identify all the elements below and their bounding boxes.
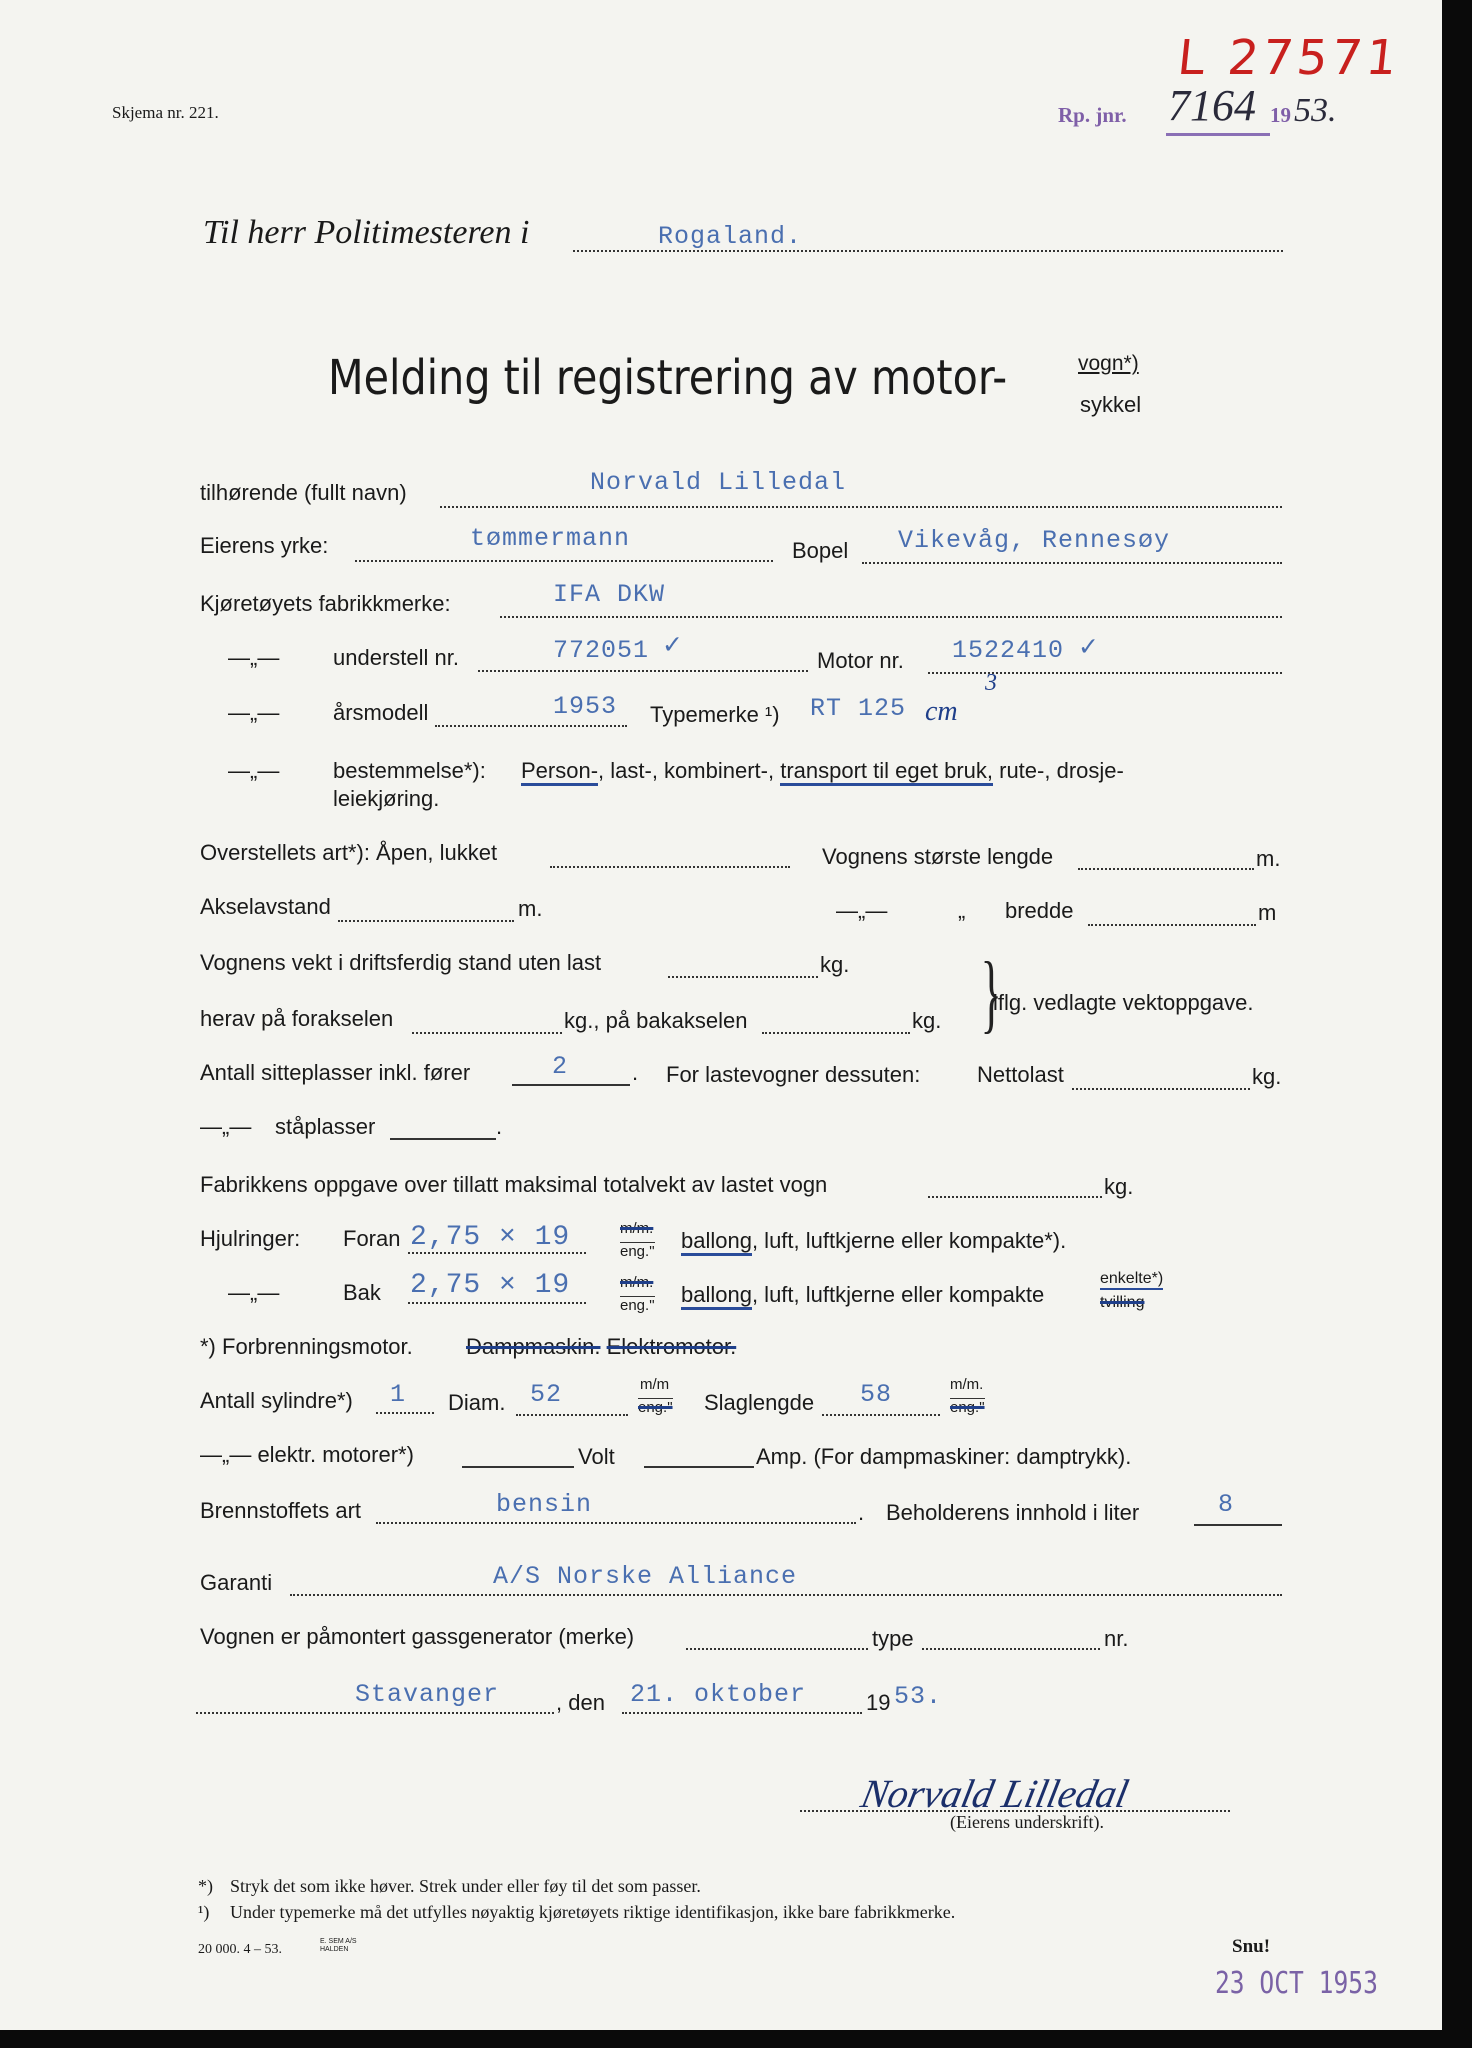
check-mark: ✓ [662, 630, 684, 659]
signature-den: , den [556, 1690, 605, 1715]
turn-over: Snu! [1232, 1936, 1271, 1957]
make-value: IFA DKW [553, 580, 666, 609]
journal-number: 7164 [1168, 81, 1256, 130]
motor-label: Motor nr. [817, 648, 904, 673]
guarantee-value: A/S Norske Alliance [493, 1562, 798, 1591]
brace: } [980, 945, 1002, 1042]
owner-signature: Norvald Lilledal [857, 1771, 1133, 1816]
fuel-label: Brennstoffets art [200, 1498, 362, 1523]
tyres-unit-mm: m/m. [620, 1220, 654, 1237]
body-label: Overstellets art*): Åpen, lukket [200, 840, 498, 865]
residence-value: Vikevåg, Rennesøy [898, 526, 1171, 555]
form-page: Skjema nr. 221. L 27571 Rp. jnr. 7164 19 53. Til herr Politimesteren i Rogaland. Melding til registrering av motor- vogn*) sykkel tilhørende (fullt navn) Norvald Lilledal Eierens yrke: tømmermann Bopel Vikevåg, Rennesøy Kjøretøyets fabrikkmerke: IFA DKW —„— understell nr. 772051 ✓ Motor nr. 1522410 ✓ —„— årsmodell 1953 Typemerke ¹) RT 125 cm 3 —„— bestemmelse*): Person-, last-, kombinert-, transport til eget bruk, rute-, drosje- leiekjøring. Overstellets art*): Åpen, lukket Vognens største lengde m. Akselavstand m. —„— „ bredde m Vognens vekt i driftsferdig stand uten last kg. } iflg. vedlagte vektoppgave. herav på forakselen kg., på bakakselen kg. Antall sitteplasser inkl. fører 2 . For lastevogner dessuten: Nettolast kg. —„— ståplasser . Fabrikkens oppgave over tillatt maksimal totalvekt av lastet vogn kg. Hjulringer: Foran 2,75 × 19 m/m. eng." ballong, luft, luftkjerne eller kompakte*). —„— Bak 2,75 × 19 m/m. eng." ballong, luft, luftkjerne eller kompakte enkelte*) tvilling *) Forbrenningsmotor. Dampmaskin. Elektromotor. Antall sylindre*) 1 Diam. 52 m/m eng." Slaglengde 58 m/m. eng." —„— elektr. motorer*) Volt Amp. (For dampmaskiner: damptrykk). Brennstoffets art bensin . Beholderens innhold i liter 8 Garanti A/S Norske Alliance Vognen er påmontert gassgenerator (merke) type nr. Stavanger , den 21. oktober 19 53. Norvald Lilledal (Eierens underskrift). *) Stryk det som ikke høver. Strek under eller føy til det som passer. ¹) Under typemerke må det utfylles nøyaktig kjøretøyets riktige identifikasjon, ikke bare fabrikkmerke. 20 000. 4 – 53. E. SEM A/S HALDEN Snu! 23 OCT 1953 [0, 0, 1442, 2030]
ditto-mark: —„— [200, 1114, 252, 1139]
tyres-ballong: ballong [681, 1282, 752, 1310]
journal-prefix: Rp. jnr. [1058, 103, 1127, 127]
purpose-person: Person- [521, 758, 598, 786]
netload-label: Nettolast [977, 1062, 1064, 1087]
ditto-mark: —„— [228, 645, 280, 670]
tyres-rear-value: 2,75 × 19 [410, 1270, 571, 1301]
tyres-label: Hjulringer: [200, 1226, 301, 1251]
engine-electric: Elektromotor. [606, 1334, 737, 1359]
year-label: årsmodell [333, 700, 429, 725]
ditto-mark: —„— [228, 1280, 280, 1305]
owner-name-label: tilhørende (fullt navn) [200, 480, 407, 505]
form-number: Skjema nr. 221. [112, 103, 219, 122]
netload-unit: kg. [1252, 1064, 1282, 1089]
volt-label: Volt [578, 1444, 615, 1469]
tyres-type-rest: , luft, luftkjerne eller kompakte*). [751, 1228, 1067, 1253]
tyres-unit-eng: eng." [620, 1297, 655, 1314]
length-unit: m. [1256, 846, 1281, 871]
weight-note: iflg. vedlagte vektoppgave. [993, 990, 1254, 1015]
stroke-unit-eng: eng." [950, 1399, 985, 1416]
stroke-label: Slaglengde [704, 1390, 815, 1415]
length-label: Vognens største lengde [822, 844, 1054, 869]
journal-year-prefix: 19 [1270, 103, 1291, 127]
signature-year-suffix: 53. [894, 1682, 943, 1711]
gasgen-type-label: type [872, 1626, 914, 1651]
addressee-value: Rogaland. [658, 222, 803, 251]
archive-number: L 27571 [1175, 30, 1404, 86]
tyres-unit-mm: m/m. [620, 1274, 654, 1291]
standing-label: ståplasser [275, 1114, 376, 1139]
check-mark: ✓ [1078, 632, 1100, 661]
occupation-value: tømmermann [470, 524, 631, 553]
signature-date: 21. oktober [630, 1680, 807, 1709]
footnote-1: Stryk det som ikke høver. Strek under eller føy til det som passer. [230, 1876, 701, 1896]
tank-label: Beholderens innhold i liter [886, 1500, 1140, 1525]
width-unit: m [1258, 900, 1277, 925]
width-label: bredde [1005, 898, 1074, 923]
ditto-mark: —„— [228, 758, 280, 783]
chassis-value: 772051 [553, 636, 650, 665]
make-label: Kjøretøyets fabrikkmerke: [200, 591, 451, 616]
signature-caption: (Eierens underskrift). [950, 1812, 1104, 1832]
year-value: 1953 [553, 692, 618, 721]
engine-kind-label: *) Forbrenningsmotor. [200, 1334, 413, 1359]
title-option-vogn: vogn*) [1078, 352, 1139, 375]
ditto-quote: „ [958, 898, 966, 923]
type-label: Typemerke ¹) [650, 702, 780, 727]
diameter-unit-eng: eng." [638, 1399, 673, 1416]
residence-label: Bopel [792, 538, 849, 563]
type-value: RT 125 [810, 694, 907, 723]
weight-unit: kg. [820, 952, 850, 977]
seats-label: Antall sitteplasser inkl. fører [200, 1060, 471, 1085]
ditto-mark: —„— [836, 898, 888, 923]
purpose-label: bestemmelse*): [333, 758, 486, 783]
print-info: 20 000. 4 – 53. [198, 1942, 282, 1957]
tyres-front-value: 2,75 × 19 [410, 1222, 571, 1253]
stroke-value: 58 [860, 1380, 893, 1409]
tyres-unit-eng: eng." [620, 1243, 655, 1260]
gasgen-no-label: nr. [1104, 1626, 1129, 1651]
purpose-rest: rute-, drosje- [999, 758, 1124, 783]
weight-label: Vognens vekt i driftsferdig stand uten last [200, 950, 602, 975]
tank-value: 8 [1218, 1490, 1235, 1519]
guarantee-label: Garanti [200, 1570, 273, 1595]
footnote-mark: *) [198, 1876, 213, 1896]
motor-value: 1522410 [952, 636, 1065, 665]
addressee-label: Til herr Politimesteren i [203, 214, 530, 251]
fuel-value: bensin [496, 1490, 593, 1519]
diameter-value: 52 [530, 1380, 563, 1409]
title-option-sykkel: sykkel [1080, 392, 1142, 417]
cargo-label: For lastevogner dessuten: [666, 1062, 921, 1087]
signature-year-prefix: 19 [866, 1690, 891, 1715]
stroke-unit-mm: m/m. [950, 1376, 984, 1393]
tyres-rear-label: Bak [343, 1280, 381, 1305]
amp-label: Amp. (For dampmaskiner: damptrykk). [756, 1444, 1132, 1469]
footnote-2: Under typemerke må det utfylles nøyaktig kjøretøyets riktige identifikasjon, ikke bare fabrikkmerke. [230, 1902, 956, 1922]
purpose-transport: transport til eget bruk, [780, 758, 993, 786]
type-unit: cm [925, 696, 958, 727]
footnote-mark: ¹) [198, 1902, 210, 1922]
maxweight-label: Fabrikkens oppgave over tillatt maksimal totalvekt av lastet vogn [200, 1172, 828, 1197]
type-unit-superscript: 3 [985, 670, 997, 696]
front-axle-label: herav på forakselen [200, 1006, 394, 1031]
signature-place: Stavanger [355, 1680, 500, 1709]
engine-steam: Dampmaskin. [466, 1334, 601, 1359]
occupation-label: Eierens yrke: [200, 533, 329, 558]
received-stamp: 23 OCT 1953 [1215, 1966, 1378, 2001]
tyres-single: enkelte*) [1100, 1270, 1163, 1290]
ditto-mark: —„— [228, 700, 280, 725]
seats-value: 2 [552, 1052, 569, 1081]
maxweight-unit: kg. [1104, 1174, 1134, 1199]
cylinders-value: 1 [390, 1380, 407, 1409]
printer-info: E. SEM A/S HALDEN [320, 1938, 357, 1953]
rear-axle-unit: kg. [912, 1008, 942, 1033]
wheelbase-unit: m. [518, 896, 543, 921]
tyres-front-label: Foran [343, 1226, 401, 1251]
tyres-twin: tvilling [1100, 1294, 1145, 1311]
purpose-line2: leiekjøring. [333, 786, 440, 811]
purpose-middle: , last-, kombinert-, [598, 758, 775, 783]
gasgen-label: Vognen er påmontert gassgenerator (merke) [200, 1624, 635, 1649]
electric-label: —„— elektr. motorer*) [200, 1442, 414, 1467]
tyres-ballong: ballong [681, 1228, 752, 1256]
tyres-type-rest: , luft, luftkjerne eller kompakte [751, 1282, 1045, 1307]
cylinders-label: Antall sylindre*) [200, 1388, 353, 1413]
wheelbase-label: Akselavstand [200, 894, 331, 919]
owner-name: Norvald Lilledal [590, 468, 847, 497]
journal-year-suffix: 53. [1294, 92, 1337, 129]
diameter-unit-mm: m/m [640, 1376, 670, 1393]
diameter-label: Diam. [448, 1390, 506, 1415]
chassis-label: understell nr. [333, 645, 459, 670]
rear-axle-label: kg., på bakakselen [564, 1008, 748, 1033]
journal-line [1166, 133, 1270, 136]
page-title: Melding til registrering av motor- [328, 350, 1008, 406]
